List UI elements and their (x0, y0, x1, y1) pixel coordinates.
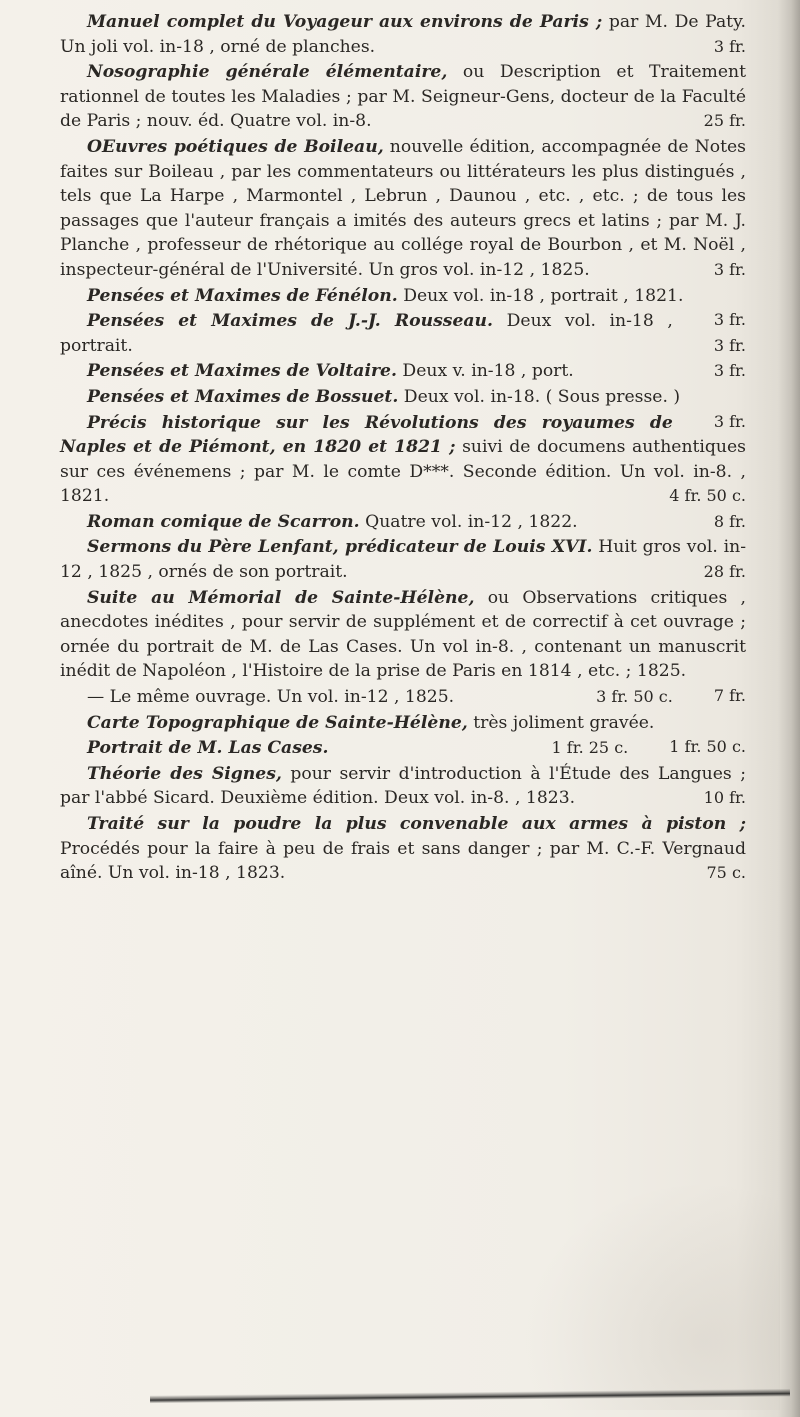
entry-body: — Le même ouvrage. Un vol. in-12 , 1825. (87, 687, 455, 708)
entry-price: 25 fr. (703, 111, 746, 131)
entry-price: 3 fr. 50 c. (596, 687, 673, 707)
entry-body: ou Observations critiques , anecdotes inédites , pour servir de supplément et de correctif à cet ouvrage ; ornée du portrait de M. de Las Cases. Un vol in-8. , contenant un manuscrit inédit de Napoléon , l'Histoire de la prise de Paris en 1814 , etc. ; 1825. (60, 587, 746, 682)
catalogue-entry (60, 812, 746, 886)
catalogue-entry (60, 135, 746, 283)
entry-body: très joliment gravée. (473, 712, 655, 733)
catalogue-entry (60, 309, 746, 358)
entry-price: 28 fr. (703, 562, 746, 582)
paper-stain (520, 1180, 780, 1410)
catalogue-entry (60, 762, 746, 811)
catalogue-entry (60, 411, 746, 509)
entry-title: Sermons du Père Lenfant, prédicateur de Louis XVI. (87, 537, 593, 558)
entry-body: par M. De Paty. Un joli vol. in-18 , orné de planches. (60, 12, 746, 57)
entry-price: 8 fr. (713, 511, 746, 531)
entry-body: Huit gros vol. in-12 , 1825 , ornés de son portrait. (60, 537, 746, 583)
catalogue-entry (60, 10, 746, 59)
entry-body: nouvelle édition, accompagnée de Notes faites sur Boileau , par les commentateurs ou littérateurs les plus distingués , tels que La Harpe , Marmontel , Lebrun , Daunou , etc. , etc. ; de tous les passages que l'auteur français a imités des auteurs grecs et latins ; par M. J. Planche , professeur de rhétorique au collége royal de Bourbon , et M. Noël , inspecteur-général de l'Université. Un gros vol. in-12 , 1825. (60, 136, 746, 280)
entry-title: Suite au Mémorial de Sainte-Hélène, (87, 587, 475, 608)
catalogue-entry (60, 385, 746, 431)
entry-price: 4 fr. 50 c. (669, 486, 746, 506)
entry-title: Roman comique de Scarron. (87, 511, 360, 532)
entry-title: Pensées et Maximes de Bossuet. (87, 386, 399, 407)
entry-title: Nosographie générale élémentaire, (87, 62, 448, 83)
entry-body: ou Description et Traitement rationnel de toutes les Maladies ; par M. Seigneur-Gens, docteur de la Faculté de Paris ; nouv. éd. Quatre vol. in-8. (60, 62, 746, 132)
catalogue-entry (60, 60, 746, 134)
entry-title: OEuvres poétiques de Boileau, (87, 136, 384, 157)
catalogue-text (60, 10, 746, 887)
entry-price: 1 fr. 50 c. (669, 737, 746, 757)
entry-body: suivi de documens authentiques sur ces événemens ; par M. le comte D***. Seconde édition. Un vol. in-8. , 1821. (60, 437, 746, 507)
entry-title: Pensées et Maximes de J.-J. Rousseau. (87, 311, 494, 332)
entry-price: 3 fr. (713, 411, 746, 431)
entry-body: Quatre vol. in-12 , 1822. (365, 511, 578, 532)
entry-body: pour servir d'introduction à l'Étude des Langues ; par l'abbé Sicard. Deuxième édition. Deux vol. in-8. , 1823. (60, 763, 747, 809)
entry-price: 3 fr. (713, 36, 746, 56)
entry-title: Précis historique sur les Révolutions des royaumes de Naples et de Piémont, en 1820 et 1821 ; (60, 412, 673, 458)
entry-title: Traité sur la poudre la plus convenable aux armes à piston ; (87, 814, 746, 834)
entry-title: Pensées et Maximes de Fénélon. (87, 285, 398, 306)
catalogue-entry (60, 535, 746, 584)
entry-body: Deux vol. in-18 , portrait , 1821. (403, 285, 684, 306)
entry-title: Portrait de M. Las Cases. (87, 738, 329, 759)
entry-title: Pensées et Maximes de Voltaire. (87, 361, 397, 382)
entry-price: 3 fr. (713, 310, 746, 330)
binding-edge (778, 0, 800, 1417)
entry-title: Manuel complet du Voyageur aux environs de Paris ; (87, 12, 603, 32)
catalogue-entry (60, 510, 746, 535)
entry-price: 3 fr. (713, 361, 746, 381)
catalogue-entry (60, 685, 746, 710)
entry-title: Théorie des Signes, (87, 763, 282, 784)
entry-price: 3 fr. (713, 259, 746, 279)
entry-price: 7 fr. (713, 686, 746, 706)
catalogue-entry (60, 359, 746, 384)
entry-price: 1 fr. 25 c. (551, 738, 629, 758)
entry-body: Procédés pour la faire à peu de frais et sans danger ; par M. C.-F. Vergnaud aîné. Un vol. in-18 , 1823. (60, 838, 746, 884)
entry-body: Deux vol. in-18 , portrait. (60, 311, 673, 356)
entry-body: Deux vol. in-18. ( Sous presse. ) (403, 386, 681, 407)
entry-price: 3 fr. (713, 335, 746, 355)
entry-price: 75 c. (706, 863, 746, 883)
entry-body: Deux v. in-18 , port. (402, 361, 574, 382)
entry-price: 10 fr. (703, 788, 746, 808)
entry-title: Carte Topographique de Sainte-Hélène, (87, 712, 468, 733)
